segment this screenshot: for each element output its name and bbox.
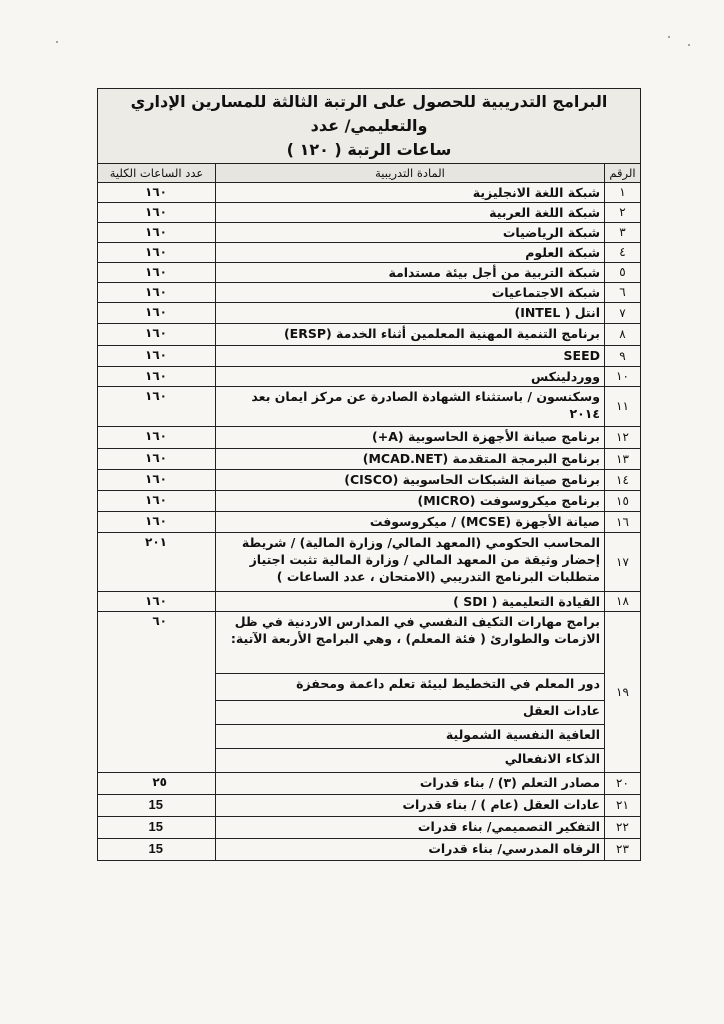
row-number: ١٩ xyxy=(605,612,641,773)
row-subject: شبكة الرياضيات xyxy=(216,223,605,243)
row-subject: شبكة الاجتماعيات xyxy=(216,283,605,303)
header-hours: عدد الساعات الكلية xyxy=(98,164,216,183)
document-title xyxy=(98,89,641,164)
table-row xyxy=(98,367,641,387)
row-number: ٦ xyxy=(605,283,641,303)
table-row xyxy=(98,449,641,470)
row-number: ٤ xyxy=(605,243,641,263)
row-subject: ووردلينكس xyxy=(216,367,605,387)
row-subject: برنامج البرمجة المتقدمة (MCAD.NET) xyxy=(216,449,605,470)
table-row xyxy=(98,839,641,861)
row-hours: ١٦٠ xyxy=(98,427,216,449)
row-hours: 15 xyxy=(98,839,216,861)
row-subject: برنامج صيانة الأجهزة الحاسوبية (A+) xyxy=(216,427,605,449)
row-number: ١٧ xyxy=(605,533,641,592)
row-hours: ١٦٠ xyxy=(98,183,216,203)
row-subject: مصادر التعلم (٣) / بناء قدرات xyxy=(216,773,605,795)
row-number: ١ xyxy=(605,183,641,203)
row-number: ١٨ xyxy=(605,592,641,612)
table-row xyxy=(98,612,641,674)
row-subject: شبكة العلوم xyxy=(216,243,605,263)
row-hours: ١٦٠ xyxy=(98,223,216,243)
table-row xyxy=(98,470,641,491)
scan-speck xyxy=(56,41,58,43)
row-number: ١٢ xyxy=(605,427,641,449)
table-row xyxy=(98,533,641,592)
row-hours: ١٦٠ xyxy=(98,346,216,367)
row-number: ٢١ xyxy=(605,795,641,817)
row-subject: برنامج ميكروسوفت (MICRO) xyxy=(216,491,605,512)
row-hours: 15 xyxy=(98,795,216,817)
title-line-1: البرامج التدريبية للحصول على الرتبة الثالثة للمسارين الإداري والتعليمي/ عدد xyxy=(130,92,608,135)
row-hours: ١٦٠ xyxy=(98,470,216,491)
row-number: ٧ xyxy=(605,303,641,324)
row-subject: القيادة التعليمية ( SDI ) xyxy=(216,592,605,612)
training-programs-document xyxy=(97,88,641,861)
row-hours: ١٦٠ xyxy=(98,203,216,223)
row-subject: المحاسب الحكومي (المعهد المالي/ وزارة المالية) / شريطة إحضار وثيقة من المعهد المالي / وزارة المالية تثبت اجتياز متطلبات البرنامج التدريبي (الامتحان ، عدد الساعات ) xyxy=(216,533,605,592)
row-hours: ١٦٠ xyxy=(98,263,216,283)
row-number: ١٠ xyxy=(605,367,641,387)
row-hours: 15 xyxy=(98,817,216,839)
scan-speck xyxy=(668,36,670,38)
row-hours: ٦٠ xyxy=(98,612,216,773)
table-row xyxy=(98,427,641,449)
row-number: ١٤ xyxy=(605,470,641,491)
table-row xyxy=(98,263,641,283)
row-subject: دور المعلم في التخطيط لبيئة تعلم داعمة ومحفزة xyxy=(216,674,605,701)
row-hours: ١٦٠ xyxy=(98,243,216,263)
row-number: ٨ xyxy=(605,324,641,346)
table-row xyxy=(98,324,641,346)
row-subject: صيانة الأجهزة (MCSE) / ميكروسوفت xyxy=(216,512,605,533)
table-header xyxy=(98,164,641,183)
row-subject: الرفاه المدرسي/ بناء قدرات xyxy=(216,839,605,861)
row-subject: عادات العقل xyxy=(216,701,605,725)
row-subject: الذكاء الانفعالي xyxy=(216,749,605,773)
table-row xyxy=(98,183,641,203)
row-subject: شبكة التربية من أجل بيئة مستدامة xyxy=(216,263,605,283)
row-number: ٣ xyxy=(605,223,641,243)
row-subject: وسكنسون / باستثناء الشهادة الصادرة عن مركز ايمان بعد ٢٠١٤ xyxy=(216,387,605,427)
table-row xyxy=(98,387,641,427)
row-subject: برنامج صيانة الشبكات الحاسوبية (CISCO) xyxy=(216,470,605,491)
row-hours: ١٦٠ xyxy=(98,303,216,324)
row-number: ١١ xyxy=(605,387,641,427)
scan-speck xyxy=(688,44,690,46)
header-subject: المادة التدريبية xyxy=(216,164,605,183)
row-number: ٥ xyxy=(605,263,641,283)
row-number: ٢٣ xyxy=(605,839,641,861)
table-row xyxy=(98,203,641,223)
row-number: ١٥ xyxy=(605,491,641,512)
row-hours: ١٦٠ xyxy=(98,592,216,612)
table-row xyxy=(98,346,641,367)
table-row xyxy=(98,817,641,839)
row-subject: عادات العقل (عام ) / بناء قدرات xyxy=(216,795,605,817)
row-number: ٢ xyxy=(605,203,641,223)
table-row xyxy=(98,243,641,263)
row-number: ١٣ xyxy=(605,449,641,470)
table-row xyxy=(98,592,641,612)
row-hours: ١٦٠ xyxy=(98,449,216,470)
title-line-2: ساعات الرتبة ( ١٢٠ ) xyxy=(286,140,452,159)
row-hours: ١٦٠ xyxy=(98,491,216,512)
row-subject: التفكير التصميمي/ بناء قدرات xyxy=(216,817,605,839)
header-number: الرقم xyxy=(605,164,641,183)
row-hours: ١٦٠ xyxy=(98,387,216,427)
row-hours: ١٦٠ xyxy=(98,512,216,533)
table-row xyxy=(98,773,641,795)
table-row xyxy=(98,491,641,512)
row-hours: ٢٠١ xyxy=(98,533,216,592)
row-number: ٩ xyxy=(605,346,641,367)
row-subject: برامج مهارات التكيف النفسي في المدارس الاردنية في ظل الازمات والطوارئ ( فئة المعلم) ، وهي البرامج الأربعة الآتية: xyxy=(216,612,605,674)
row-hours: ٢٥ xyxy=(98,773,216,795)
table-row xyxy=(98,223,641,243)
programs-table xyxy=(97,88,641,861)
row-subject: العافية النفسية الشمولية xyxy=(216,725,605,749)
row-hours: ١٦٠ xyxy=(98,324,216,346)
table-row xyxy=(98,795,641,817)
row-number: ٢٠ xyxy=(605,773,641,795)
row-subject: برنامج التنمية المهنية المعلمين أثناء الخدمة (ERSP) xyxy=(216,324,605,346)
table-row xyxy=(98,303,641,324)
table-row xyxy=(98,283,641,303)
row-subject: شبكة اللغة الانجليزية xyxy=(216,183,605,203)
row-subject: SEED xyxy=(216,346,605,367)
row-number: ٢٢ xyxy=(605,817,641,839)
table-row xyxy=(98,512,641,533)
row-hours: ١٦٠ xyxy=(98,367,216,387)
row-subject: انتل ( INTEL) xyxy=(216,303,605,324)
row-subject: شبكة اللغة العربية xyxy=(216,203,605,223)
row-hours: ١٦٠ xyxy=(98,283,216,303)
row-number: ١٦ xyxy=(605,512,641,533)
